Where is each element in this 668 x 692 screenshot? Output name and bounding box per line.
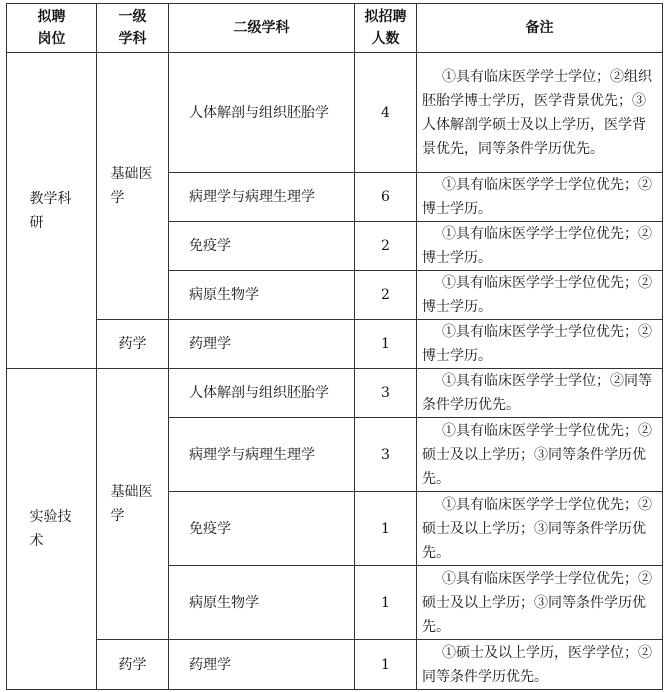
position-cell: 教学科研 — [7, 53, 97, 369]
header-row — [7, 4, 663, 53]
count-cell: 1 — [355, 566, 417, 640]
notes-cell: ①具有临床医学学士学位优先；②博士学历。 — [417, 173, 663, 222]
header-count: 拟招聘人数 — [355, 4, 417, 53]
count-cell: 3 — [355, 369, 417, 418]
level2-cell: 免疫学 — [169, 222, 355, 271]
level2-cell: 人体解剖与组织胚胎学 — [169, 53, 355, 173]
level1-cell: 基础医学 — [97, 53, 169, 320]
table-row — [7, 640, 663, 690]
count-cell: 6 — [355, 173, 417, 222]
count-cell: 2 — [355, 271, 417, 320]
header-notes: 备注 — [417, 4, 663, 53]
notes-cell: ①具有临床医学学士学位优先；②博士学历。 — [417, 222, 663, 271]
table-row — [7, 320, 663, 369]
level1-cell: 药学 — [97, 320, 169, 369]
count-cell: 1 — [355, 320, 417, 369]
recruitment-table — [6, 3, 663, 690]
count-cell: 2 — [355, 222, 417, 271]
notes-cell: ①具有临床医学学士学位优先；②博士学历。 — [417, 320, 663, 369]
level2-cell: 病理学与病理生理学 — [169, 418, 355, 492]
notes-cell: ①具有临床医学学士学位优先；②硕士及以上学历；③同等条件学历优先。 — [417, 566, 663, 640]
level1-cell: 药学 — [97, 640, 169, 690]
notes-cell: ①具有临床医学学士学位；②同等条件学历优先。 — [417, 369, 663, 418]
count-cell: 1 — [355, 492, 417, 566]
count-cell: 1 — [355, 640, 417, 690]
notes-cell: ①硕士及以上学历，医学学位；②同等条件学历优先。 — [417, 640, 663, 690]
header-position: 拟聘岗位 — [7, 4, 97, 53]
notes-cell: ①具有临床医学学士学位优先；②硕士及以上学历；③同等条件学历优先。 — [417, 492, 663, 566]
table-row — [7, 53, 663, 173]
level2-cell: 药理学 — [169, 320, 355, 369]
notes-cell: ①具有临床医学学士学位优先；②博士学历。 — [417, 271, 663, 320]
count-cell: 3 — [355, 418, 417, 492]
level2-cell: 病原生物学 — [169, 271, 355, 320]
notes-cell: ①具有临床医学学士学位；②组织胚胎学博士学历，医学背景优先；③人体解剖学硕士及以上学历，医学背景优先，同等条件学历优先。 — [417, 53, 663, 173]
header-level1: 一级学科 — [97, 4, 169, 53]
count-cell: 4 — [355, 53, 417, 173]
header-level2: 二级学科 — [169, 4, 355, 53]
level2-cell: 病理学与病理生理学 — [169, 173, 355, 222]
notes-cell: ①具有临床医学学士学位优先；②硕士及以上学历；③同等条件学历优先。 — [417, 418, 663, 492]
level2-cell: 免疫学 — [169, 492, 355, 566]
level2-cell: 药理学 — [169, 640, 355, 690]
level1-cell: 基础医学 — [97, 369, 169, 640]
level2-cell: 人体解剖与组织胚胎学 — [169, 369, 355, 418]
level2-cell: 病原生物学 — [169, 566, 355, 640]
position-cell: 实验技术 — [7, 369, 97, 690]
table-row — [7, 369, 663, 418]
